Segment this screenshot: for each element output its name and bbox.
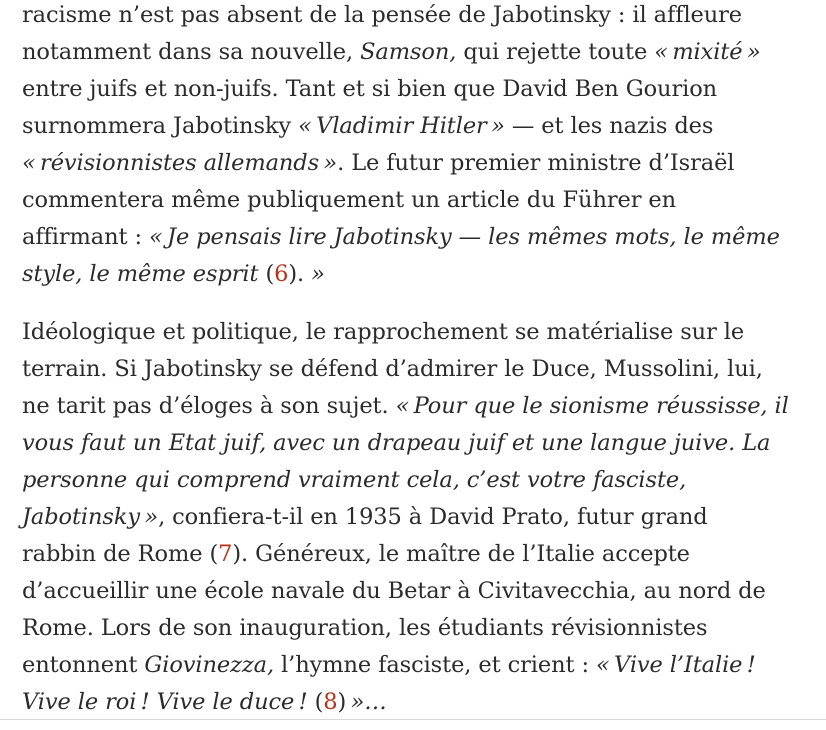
text-line: vous faut un Etat juif, avec un drapeau juif et une langue juive. La: [22, 430, 771, 456]
quote-je-pensais: « Je pensais lire Jabotinsky — les mêmes mots, le même: [149, 224, 780, 250]
text-line: affirmant : « Je pensais lire Jabotinsky — les mêmes mots, le même: [22, 224, 780, 250]
paragraph-mussolini-rapprochement: [22, 314, 812, 721]
text-line: d’accueillir une école navale du Betar à Civitavecchia, au nord de: [22, 578, 766, 604]
book-title-samson: Samson,: [360, 39, 457, 65]
footnote-link-7[interactable]: 7: [218, 541, 233, 567]
footnote-link-8[interactable]: 8: [323, 689, 338, 715]
footnote-link-6[interactable]: 6: [274, 261, 289, 287]
quote-vive-italie: « Vive l’Italie !: [596, 652, 756, 678]
text-line: terrain. Si Jabotinsky se défend d’admirer le Duce, Mussolini, lui,: [22, 356, 763, 382]
text-line: entre juifs et non-juifs. Tant et si bien que David Ben Gourion: [22, 76, 718, 102]
paragraph-jabotinsky-racism: [22, 0, 812, 293]
text-line: personne qui comprend vraiment cela, c’est votre fasciste,: [22, 467, 687, 493]
content-divider: [0, 719, 826, 720]
text-line: surnommera Jabotinsky « Vladimir Hitler » — et les nazis des: [22, 113, 714, 139]
article-body: [22, 0, 812, 721]
quote-mussolini: « Pour que le sionisme réussisse, il: [395, 393, 789, 419]
text-line: Jabotinsky », confiera-t-il en 1935 à David Prato, futur grand: [22, 504, 708, 530]
text-line: entonnent Giovinezza, l’hymne fasciste, et crient : « Vive l’Italie !: [22, 652, 756, 678]
text-line: notamment dans sa nouvelle, Samson, qui rejette toute « mixité »: [22, 39, 761, 65]
song-title-giovinezza: Giovinezza,: [144, 652, 274, 678]
text-line: commentera même publiquement un article du Führer en: [22, 187, 677, 213]
text-line: style, le même esprit (6). »: [22, 261, 325, 287]
quote-vladimir-hitler: « Vladimir Hitler »: [298, 113, 505, 139]
text-line: racisme n’est pas absent de la pensée de Jabotinsky : il affleure: [22, 2, 743, 28]
quote-mixite: « mixité »: [654, 39, 761, 65]
text-line: Idéologique et politique, le rapprochement se matérialise sur le: [22, 319, 745, 345]
text-line: rabbin de Rome (7). Généreux, le maître de l’Italie accepte: [22, 541, 690, 567]
quote-revisionnistes-allemands: « révisionnistes allemands »: [22, 150, 338, 176]
text-line: Vive le roi ! Vive le duce ! (8) »…: [22, 689, 387, 715]
text-line: Rome. Lors de son inauguration, les étudiants révisionnistes: [22, 615, 708, 641]
text-line: « révisionnistes allemands ». Le futur premier ministre d’Israël: [22, 150, 735, 176]
text-line: ne tarit pas d’éloges à son sujet. « Pour que le sionisme réussisse, il: [22, 393, 789, 419]
